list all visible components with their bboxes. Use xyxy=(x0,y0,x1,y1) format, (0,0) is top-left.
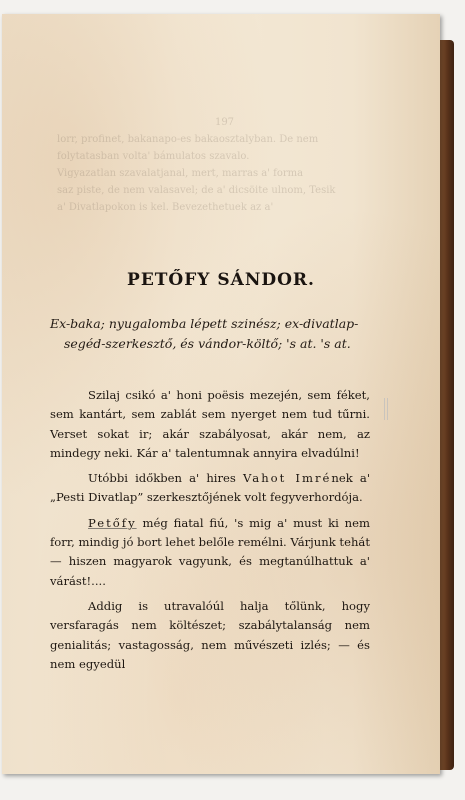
paragraph-2 xyxy=(50,469,370,508)
ghost-line: saz piste, de nem valasavel; de a' dicsöite ulnom, Tesik xyxy=(57,185,336,196)
bleed-through-text xyxy=(57,114,392,216)
p2-lead: Utóbbi időkben a' hires xyxy=(88,471,243,486)
p2-rest: nek a' „Pesti Divatlap” szerkesztőjének volt fegyverhordója. xyxy=(50,471,370,505)
entry-title: PETŐFY SÁNDOR. xyxy=(127,270,315,290)
p3-name: Petőfy xyxy=(88,515,137,530)
ghost-page-number: 197 xyxy=(214,117,235,128)
ghost-line: a' Divatlapokon is kel. Bevezethetuek az a' xyxy=(57,202,274,213)
paragraph-1: Szilaj csikó a' honi poësis mezején, sem féket, sem kantárt, sem zablát sem nyerget nem tud tűrni. Verset sokat ir; akár szabályosat, akár nem, az mindegy neki. Kár a' talentumnak annyira elvadúlni! xyxy=(50,388,370,460)
ghost-line: lorr, profinet, bakanapo-es bakaosztalyban. De nem xyxy=(57,134,319,145)
paragraph-3 xyxy=(50,514,370,591)
p2-name: Vahot Imré xyxy=(242,471,332,486)
ghost-line: folytatasban volta' bámulatos szavalo. xyxy=(57,151,250,162)
subtitle-line-2: segéd-szerkesztő, és vándor-költő; 's at. 's at. xyxy=(64,336,351,351)
subtitle-line-1: Ex-baka; nyugalomba lépett szinész; ex-divatlap- xyxy=(50,316,359,331)
entry-subtitle xyxy=(50,314,370,354)
ghost-line: Vigyazatlan szavalatjanal, mert, marras a' forma xyxy=(57,168,304,179)
book-page xyxy=(2,14,440,774)
page-edge-mark xyxy=(384,398,388,420)
entry-body xyxy=(50,386,370,680)
p3-rest: még fiatal fiú, 's mig a' must ki nem forr, mindig jó bort lehet belőle remélni. Várjunk tehát — hiszen magyarok vagyunk, és megtanúlhattuk a' várást!.... xyxy=(50,515,370,588)
paragraph-4: Addig is utravalóúl halja tőlünk, hogy versfaragás nem költészet; szabálytalanság nem genialitás; vastagosság, nem művészeti izlés; — és nem egyedül xyxy=(50,598,370,671)
